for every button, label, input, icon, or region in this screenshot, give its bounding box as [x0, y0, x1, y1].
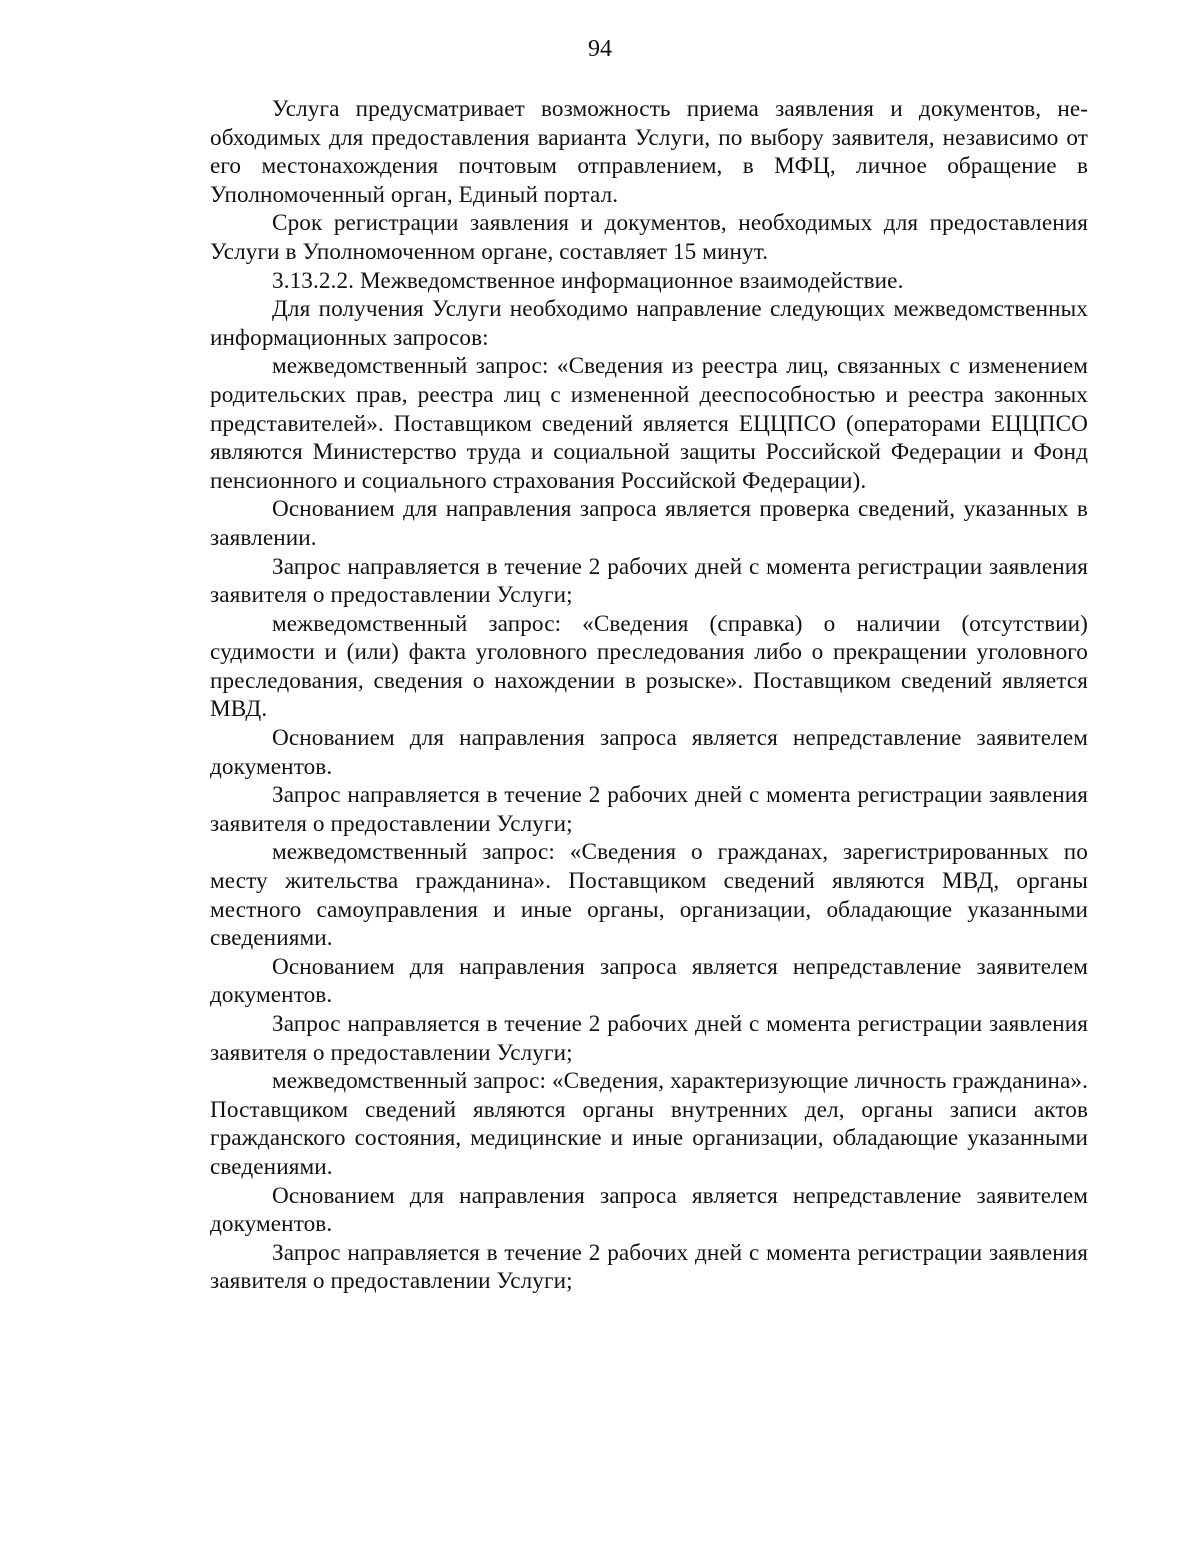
page-number: 94 — [588, 36, 612, 62]
document-body — [210, 95, 1088, 1296]
paragraph-requests-intro: Для получения Услуги необходимо направление следующих межведомственных информационных запросов: — [210, 296, 1088, 351]
paragraph-request-criminal-record: межведомственный запрос: «Сведения (справка) о наличии (отсутствии) судимости и (или) факта уголовного преследования либо о прекращении уголовного преследования, сведения о нахождении в розыске». Поставщиком сведений является МВД. — [210, 610, 1088, 723]
paragraph-request-residence-term: Запрос направляется в течение 2 рабочих дней с момента регистрации заявления заявителя о предоставлении Услуги; — [210, 1011, 1088, 1066]
paragraph-request-registry: межведомственный запрос: «Сведения из реестра лиц, связанных с изменением родительских прав, реестра лиц с измененной дееспособностью и реестра законных представителей». Поставщиком сведений является ЕЦЦПСО (операторами ЕЦЦПСО являются Министерство труда и социальной защиты Российской Федерации и Фонд пенсионного и социального страхования Российской Федерации). — [210, 353, 1088, 494]
paragraph-registration-term: Срок регистрации заявления и документов, необходимых для предоставления Услуги в Уполномоченном органе, составляет 15 минут. — [210, 210, 1088, 265]
paragraph-request-personality-term: Запрос направляется в течение 2 рабочих дней с момента регистрации заявления заявителя о предоставлении Услуги; — [210, 1239, 1088, 1295]
paragraph-request-personality: межведомственный запрос: «Сведения, характеризующие личность гражданина». Поставщиком сведений являются органы внутренних дел, органы записи актов гражданского состояния, медицинские и иные организации, обладающие указанными сведениями. — [210, 1068, 1088, 1180]
paragraph-request-criminal-record-basis: Основанием для направления запроса является непредставление заявителем документов. — [210, 725, 1088, 780]
section-heading-interagency-interaction: 3.13.2.2. Межведомственное информационное взаимодействие. — [272, 267, 904, 294]
paragraph-request-criminal-record-term: Запрос направляется в течение 2 рабочих дней с момента регистрации заявления заявителя о предоставлении Услуги; — [210, 782, 1088, 837]
paragraph-request-registry-term: Запрос направляется в течение 2 рабочих дней с момента регистрации заявления заявителя о предоставлении Услуги; — [210, 553, 1088, 609]
paragraph-request-personality-basis: Основанием для направления запроса является непредставление заявителем документов. — [210, 1182, 1088, 1238]
paragraph-request-registry-basis: Основанием для направления запроса является проверка сведений, указанных в заявлении. — [210, 496, 1088, 551]
paragraph-request-residence: межведомственный запрос: «Сведения о гражданах, зарегистрированных по месту жительства гражданина». Поставщиком сведений являются МВД, органы местного самоуправления и иные органы, организации, обладающие указанными сведениями. — [210, 839, 1088, 952]
paragraph-request-residence-basis: Основанием для направления запроса является непредставление заявителем документов. — [210, 953, 1088, 1009]
paragraph-service-application-channels: Услуга предусматривает возможность приема заявления и документов, необходимых для предоставления варианта Услуги, по выбору заявителя, независимо от его местонахождения почтовым отправлением, в МФЦ, личное обращение в Уполномоченный орган, Единый портал. — [210, 96, 1088, 208]
